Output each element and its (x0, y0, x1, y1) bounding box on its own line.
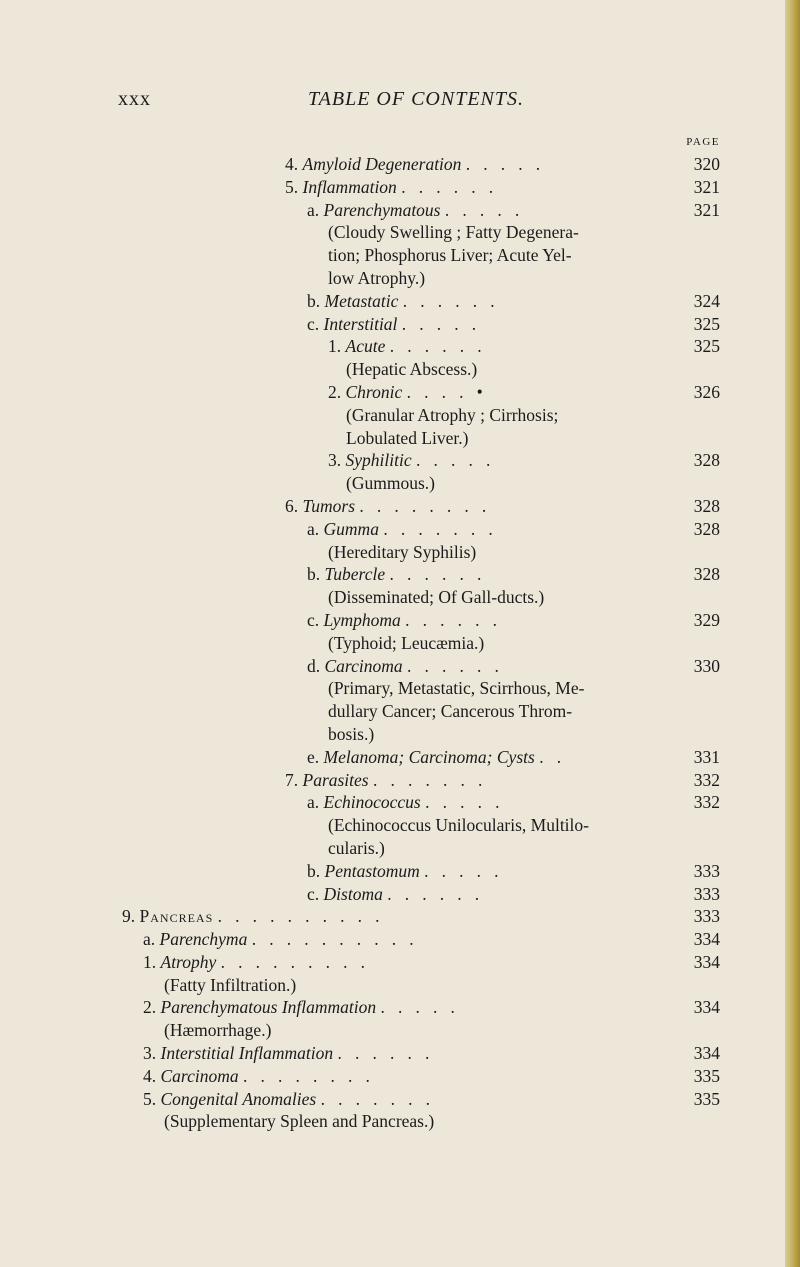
toc-leader-dots: . . . . . . (385, 564, 482, 585)
toc-entry-title: Tubercle (324, 564, 386, 585)
toc-entry (307, 518, 493, 541)
toc-entry (285, 769, 482, 792)
toc-leader-dots: . . . . . . (382, 883, 480, 904)
toc-entry (143, 1065, 370, 1088)
page-folio: xxx (118, 88, 151, 110)
toc-leader-dots: . . . . . . (402, 655, 499, 676)
toc-page-number: 329 (693, 609, 720, 630)
toc-leader-dots: . . . . . . . . (355, 495, 487, 516)
toc-page-number: 325 (693, 336, 720, 357)
toc-leader-dots: . . (534, 746, 562, 767)
toc-entry-title: Inflammation (302, 176, 397, 197)
toc-entry-title: Gumma (323, 518, 379, 539)
toc-row (0, 313, 785, 336)
toc-entry-number: 3. (143, 1043, 161, 1064)
toc-leader-dots: . . . . . (440, 199, 520, 220)
toc-entry-number: b. (307, 860, 325, 881)
toc-leader-dots: . . . . . (411, 450, 491, 471)
toc-page-number: 321 (693, 199, 720, 220)
toc-row (0, 905, 785, 928)
toc-entry (285, 153, 540, 176)
toc-row (0, 381, 785, 404)
toc-entry-title: Melanoma; Carcinoma; Cysts (323, 746, 535, 767)
toc-leader-dots: . . . . . . . (378, 518, 493, 539)
toc-subtopics: dullary Cancer; Cancerous Throm- (328, 701, 573, 722)
toc-leader-dots: . . . . . . . (316, 1088, 430, 1109)
toc-row (0, 335, 785, 358)
toc-entry-number: a. (307, 792, 324, 813)
toc-entry-title: Tumors (302, 495, 356, 516)
toc-entry-title: Pentastomum (324, 860, 420, 881)
toc-leader-dots: . . . . . . . . . (216, 951, 365, 972)
toc-row (0, 677, 785, 700)
toc-entry-title: Echinococcus (323, 792, 421, 813)
toc-entry-number: b. (307, 564, 325, 585)
toc-page-number: 334 (693, 997, 720, 1018)
toc-entry-number: c. (307, 609, 324, 630)
toc-entry (328, 335, 482, 358)
toc-entry (307, 313, 476, 336)
toc-row (0, 814, 785, 837)
toc-row (0, 791, 785, 814)
toc-subtopics: (Supplementary Spleen and Pancreas.) (164, 1111, 435, 1132)
toc-leader-dots: . . . . . (461, 154, 541, 174)
toc-row (0, 1110, 785, 1133)
toc-subtopics: (Hæmorrhage.) (164, 1020, 272, 1041)
toc-leader-dots: . . . . . (420, 792, 500, 813)
toc-page-number: 324 (693, 290, 720, 311)
page-column-label: PAGE (686, 136, 720, 148)
toc-entry (307, 290, 495, 313)
toc-subtopics: (Primary, Metastatic, Scirrhous, Me- (328, 678, 585, 699)
toc-row (0, 199, 785, 222)
toc-leader-dots: . . . . . . (333, 1043, 430, 1064)
toc-entry-title: Interstitial (323, 313, 398, 334)
toc-entry-title: Atrophy (160, 951, 217, 972)
toc-entry (143, 951, 365, 974)
toc-entry-number: 4. (285, 154, 303, 174)
toc-entry (328, 449, 490, 472)
toc-row (0, 541, 785, 564)
toc-row (0, 632, 785, 655)
toc-subtopics: tion; Phosphorus Liver; Acute Yel- (328, 245, 572, 266)
toc-entry-number: 2. (143, 997, 161, 1018)
toc-row (0, 1042, 785, 1065)
toc-entry-number: 1. (143, 951, 161, 972)
toc-leader-dots: . . . . . . . (368, 769, 483, 790)
toc-entry-number: a. (307, 518, 324, 539)
toc-entry-number: 2. (328, 381, 346, 402)
toc-entry-number: 4. (143, 1065, 161, 1086)
toc-row (0, 358, 785, 381)
toc-entry (285, 495, 486, 518)
toc-subtopics: Lobulated Liver.) (346, 427, 469, 448)
toc-entry-title: Carcinoma (324, 655, 403, 676)
toc-row (0, 586, 785, 609)
toc-leader-dots: . . . . . . . . . . (247, 929, 414, 950)
toc-entry-title: Carcinoma (160, 1065, 239, 1086)
toc-page-number: 328 (693, 450, 720, 471)
toc-page-number: 326 (693, 381, 720, 402)
toc-row (0, 472, 785, 495)
toc-subtopics: cularis.) (328, 837, 385, 858)
toc-leader-dots: . . . . . (397, 313, 477, 334)
toc-row (0, 404, 785, 427)
toc-row (0, 153, 785, 176)
toc-page-number: 328 (693, 564, 720, 585)
toc-page-number: 334 (693, 929, 720, 950)
toc-entry (307, 563, 481, 586)
toc-page-number: 333 (693, 860, 720, 881)
toc-entry-title: Chronic (345, 381, 403, 402)
toc-page-number: 328 (693, 518, 720, 539)
toc-entry-title: Congenital Anomalies (160, 1088, 317, 1109)
toc-subtopics: bosis.) (328, 723, 375, 744)
toc-row (0, 290, 785, 313)
toc-entry-title: Distoma (323, 883, 383, 904)
toc-entry (307, 655, 499, 678)
toc-row (0, 700, 785, 723)
toc-subtopics: low Atrophy.) (328, 267, 426, 288)
toc-entry (328, 381, 483, 404)
toc-page-number: 334 (693, 1043, 720, 1064)
toc-entry (307, 791, 499, 814)
toc-page-number: 335 (693, 1088, 720, 1109)
toc-page-number: 334 (693, 951, 720, 972)
toc-page-number: 328 (693, 495, 720, 516)
toc-entry (143, 996, 455, 1019)
toc-entry-number: a. (143, 929, 160, 950)
toc-row (0, 837, 785, 860)
toc-leader-dots: . . . . . . . . (238, 1065, 370, 1086)
toc-row (0, 1088, 785, 1111)
toc-entry (307, 609, 497, 632)
toc-entry-title: Interstitial Inflammation (160, 1043, 334, 1064)
toc-entry-number: 3. (328, 450, 346, 471)
toc-row (0, 655, 785, 678)
toc-leader-dots: . . . . . . (396, 176, 494, 197)
toc-row (0, 518, 785, 541)
toc-row (0, 609, 785, 632)
toc-entry-number: 1. (328, 336, 346, 357)
toc-entry (143, 1042, 429, 1065)
toc-row (0, 267, 785, 290)
toc-entry-number: d. (307, 655, 325, 676)
toc-row (0, 951, 785, 974)
toc-entry-title: Acute (345, 336, 386, 357)
toc-entry-number: a. (307, 199, 324, 220)
toc-row (0, 746, 785, 769)
toc-subtopics: (Hereditary Syphilis) (328, 541, 477, 562)
toc-page-number: 335 (693, 1065, 720, 1086)
table-of-contents (0, 153, 785, 1133)
toc-leader-dots: . . . . . . (398, 290, 495, 311)
toc-entry (307, 860, 499, 883)
toc-subtopics: (Fatty Infiltration.) (164, 974, 297, 995)
toc-leader-dots: . . . . . (376, 997, 455, 1018)
toc-entry (285, 176, 493, 199)
toc-page-number: 331 (693, 746, 720, 767)
toc-row (0, 244, 785, 267)
toc-entry (307, 746, 561, 769)
toc-entry-number: b. (307, 290, 325, 311)
toc-leader-dots: . . . . . (419, 860, 499, 881)
toc-entry-number: 5. (143, 1088, 161, 1109)
toc-row (0, 1019, 785, 1042)
toc-page-number: 333 (693, 883, 720, 904)
toc-leader-dots: . . . . . . (385, 336, 482, 357)
toc-page-number: 330 (693, 655, 720, 676)
toc-subtopics: (Echinococcus Unilocularis, Multilo- (328, 815, 589, 836)
toc-row (0, 495, 785, 518)
toc-leader-dots: . . . . . . (400, 609, 498, 630)
toc-entry-number: 7. (285, 769, 303, 790)
toc-entry-title: Parenchymatous Inflammation (160, 997, 377, 1018)
toc-entry (143, 928, 414, 951)
toc-entry-title: Parenchymatous (323, 199, 441, 220)
toc-entry-number: e. (307, 746, 324, 767)
toc-entry-number: 9. (122, 906, 140, 927)
toc-subtopics: (Disseminated; Of Gall-ducts.) (328, 587, 545, 608)
toc-row (0, 928, 785, 951)
toc-entry-title: Parasites (302, 769, 369, 790)
toc-page-number: 321 (693, 176, 720, 197)
toc-row (0, 1065, 785, 1088)
toc-entry (143, 1088, 430, 1111)
toc-entry-title: Metastatic (324, 290, 399, 311)
toc-subtopics: (Hepatic Abscess.) (346, 359, 478, 380)
toc-row (0, 883, 785, 906)
toc-page-number: 320 (693, 154, 720, 174)
toc-entry-number: 6. (285, 495, 303, 516)
toc-row (0, 974, 785, 997)
toc-entry-number: 5. (285, 176, 303, 197)
toc-entry (122, 905, 380, 928)
toc-entry (307, 199, 519, 222)
toc-page-number: 332 (693, 769, 720, 790)
toc-subtopics: (Cloudy Swelling ; Fatty Degenera- (328, 222, 579, 243)
running-header (0, 88, 785, 118)
toc-entry-title: Lymphoma (323, 609, 401, 630)
toc-entry-number: c. (307, 883, 324, 904)
toc-row (0, 449, 785, 472)
toc-page-number: 333 (693, 906, 720, 927)
toc-entry-number: c. (307, 313, 324, 334)
toc-subtopics: (Granular Atrophy ; Cirrhosis; (346, 404, 559, 425)
page-edge (785, 0, 800, 1267)
toc-leader-dots: . . . . . . . . . . (213, 906, 380, 927)
toc-entry-title: Pancreas (139, 906, 214, 927)
toc-entry-title: Parenchyma (159, 929, 248, 950)
toc-row (0, 996, 785, 1019)
toc-entry-title: Syphilitic (345, 450, 412, 471)
toc-page-number: 332 (693, 792, 720, 813)
toc-row (0, 769, 785, 792)
toc-row (0, 860, 785, 883)
toc-leader-dots: . . . . • (402, 381, 483, 402)
toc-row (0, 563, 785, 586)
toc-row (0, 723, 785, 746)
running-title: TABLE OF CONTENTS. (308, 88, 524, 110)
toc-entry (307, 883, 479, 906)
toc-page-number: 325 (693, 313, 720, 334)
toc-row (0, 427, 785, 450)
toc-row (0, 221, 785, 244)
toc-row (0, 176, 785, 199)
toc-subtopics: (Typhoid; Leucæmia.) (328, 632, 485, 653)
toc-subtopics: (Gummous.) (346, 473, 435, 494)
toc-entry-title: Amyloid Degeneration (302, 154, 462, 174)
